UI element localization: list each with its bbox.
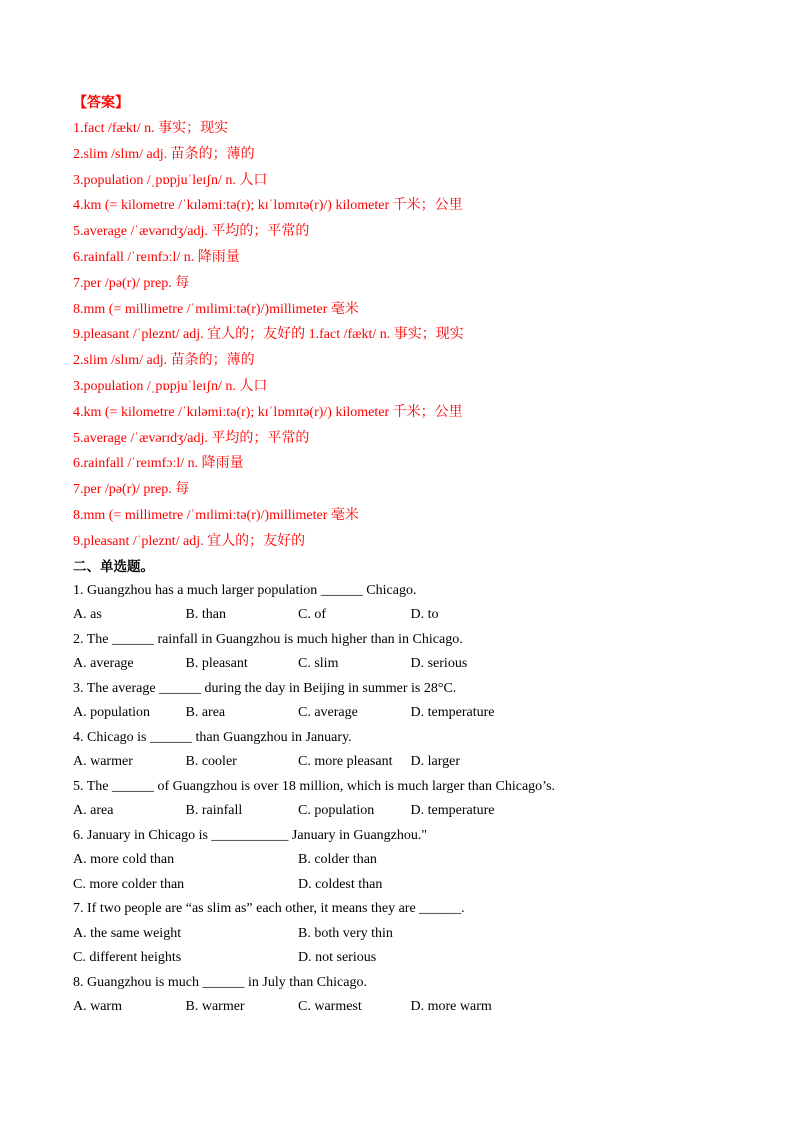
- question-options: [73, 750, 733, 775]
- option-c: C. more colder than: [73, 876, 185, 892]
- option-d: D. larger: [410, 754, 460, 770]
- answer-line: 9.pleasant /ˈpleznt/ adj. 宜人的；友好的: [73, 533, 306, 549]
- option-d: D. more warm: [410, 999, 492, 1015]
- answer-line: 6.rainfall /ˈreɪnfɔːl/ n. 降雨量: [73, 249, 240, 265]
- answer-line: 9.pleasant /ˈpleznt/ adj. 宜人的；友好的 1.fact /fækt/ n. 事实；现实: [73, 327, 464, 343]
- option-a: A. warmer: [73, 754, 133, 770]
- answer-line: 6.rainfall /ˈreɪmfɔːl/ n. 降雨量: [73, 456, 244, 472]
- section-heading: 二、单选题。: [73, 558, 154, 575]
- answer-line: 3.population /ˌpɒpjuˈleɪʃn/ n. 人口: [73, 172, 268, 188]
- question-stem: 5. The ______ of Guangzhou is over 18 million, which is much larger than Chicago’s.: [73, 778, 556, 794]
- answer-line: 4.km (= kilometre /ˈkɪləmiːtə(r); kɪˈlɒmɪtə(r)/) kilometer 千米；公里: [73, 404, 463, 420]
- answer-line: 7.per /pə(r)/ prep. 每: [73, 482, 190, 498]
- option-a: A. average: [73, 656, 134, 672]
- option-a: A. area: [73, 803, 114, 819]
- answer-line: 8.mm (= millimetre /ˈmɪlimiːtə(r)/)millimeter 毫米: [73, 507, 359, 523]
- option-d: D. coldest than: [298, 876, 383, 892]
- answer-line: 2.slim /slɪm/ adj. 苗条的；薄的: [73, 353, 255, 369]
- question-options: [73, 701, 733, 726]
- question-stem: 1. Guangzhou has a much larger population ______ Chicago.: [73, 582, 417, 598]
- option-b: B. cooler: [185, 754, 237, 770]
- option-a: A. population: [73, 705, 150, 721]
- option-a: A. the same weight: [73, 925, 182, 941]
- question-stem: 4. Chicago is ______ than Guangzhou in January.: [73, 729, 352, 745]
- answer-line: 2.slim /slɪm/ adj. 苗条的；薄的: [73, 146, 255, 162]
- option-d: D. not serious: [298, 950, 377, 966]
- document-page: [73, 90, 733, 1020]
- option-b: B. area: [185, 705, 226, 721]
- answer-line: 3.population /ˌpɒpjuˈleɪʃn/ n. 人口: [73, 378, 268, 394]
- option-b: B. pleasant: [185, 656, 248, 672]
- option-c: C. population: [298, 803, 375, 819]
- answer-line: 7.per /pə(r)/ prep. 每: [73, 275, 190, 291]
- question-options: [73, 799, 733, 824]
- answer-line: 5.average /ˈævərɪdʒ/adj. 平均的；平常的: [73, 430, 310, 446]
- question-stem: 8. Guangzhou is much ______ in July than Chicago.: [73, 974, 367, 990]
- question-stem: 7. If two people are “as slim as” each other, it means they are ______.: [73, 901, 465, 917]
- option-b: B. rainfall: [185, 803, 243, 819]
- answer-line: 5.average /ˈævərɪdʒ/adj. 平均的；平常的: [73, 224, 310, 240]
- option-c: C. warmest: [298, 999, 362, 1015]
- option-b: B. colder than: [298, 852, 377, 868]
- question-options: [73, 946, 733, 971]
- option-c: C. of: [298, 607, 326, 623]
- option-d: D. to: [410, 607, 439, 623]
- option-b: B. than: [185, 607, 226, 623]
- answer-line: 1.fact /fækt/ n. 事实；现实: [73, 121, 229, 136]
- option-c: C. different heights: [73, 950, 182, 966]
- question-stem: 3. The average ______ during the day in Beijing in summer is 28°C.: [73, 680, 457, 696]
- question-stem: 6. January in Chicago is ___________ January in Guangzhou.": [73, 827, 428, 843]
- answer-line: 4.km (= kilometre /ˈkɪləmiːtə(r); kɪˈlɒmɪtə(r)/) kilometer 千米；公里: [73, 198, 463, 214]
- question-options: [73, 995, 733, 1020]
- question-options: [73, 848, 733, 873]
- option-d: D. temperature: [410, 803, 495, 819]
- question-list: [73, 579, 733, 1020]
- option-b: B. warmer: [185, 999, 245, 1015]
- option-c: C. slim: [298, 656, 339, 672]
- option-d: D. serious: [410, 656, 468, 672]
- option-a: A. as: [73, 607, 102, 623]
- question-options: [73, 873, 733, 898]
- question-stem: 2. The ______ rainfall in Guangzhou is much higher than in Chicago.: [73, 631, 463, 647]
- answer-line: 8.mm (= millimetre /ˈmɪlimiːtə(r)/)millimeter 毫米: [73, 301, 359, 317]
- option-a: A. warm: [73, 999, 122, 1015]
- option-c: C. more pleasant: [298, 754, 393, 770]
- question-options: [73, 603, 733, 628]
- option-b: B. both very thin: [298, 925, 393, 941]
- answer-list: [73, 116, 733, 555]
- answer-heading: 【答案】: [73, 95, 129, 111]
- option-a: A. more cold than: [73, 852, 175, 868]
- question-options: [73, 652, 733, 677]
- option-d: D. temperature: [410, 705, 495, 721]
- question-options: [73, 922, 733, 947]
- option-c: C. average: [298, 705, 358, 721]
